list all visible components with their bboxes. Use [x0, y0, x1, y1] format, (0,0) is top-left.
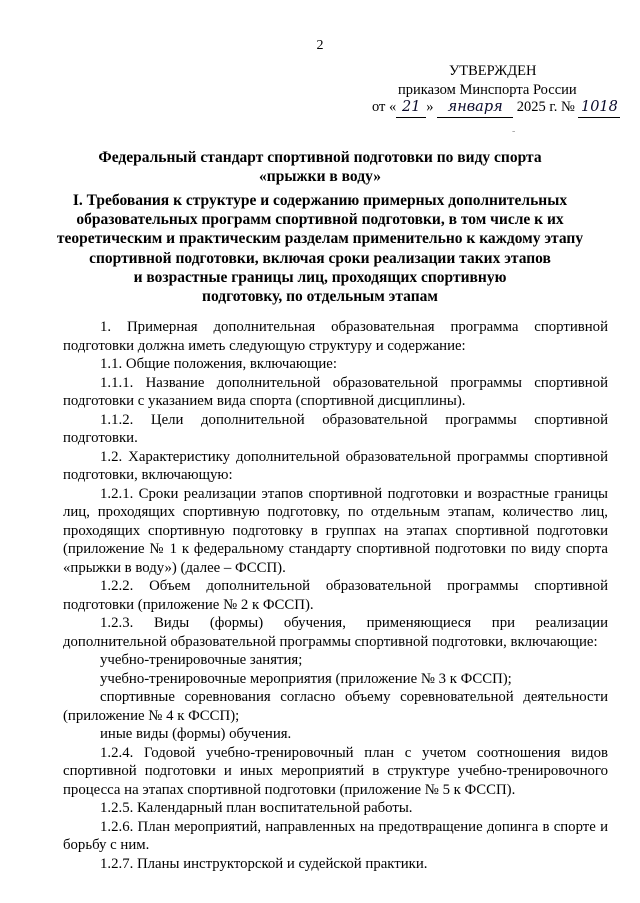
section-heading	[48, 191, 592, 306]
year-text: 2025 г. №	[516, 99, 575, 115]
paragraph: 1.2.3. Виды (формы) обучения, применяющиеся при реализации дополнительной образовательной программы спортивной подготовки, включающие:	[63, 615, 608, 650]
paragraph: 1. Примерная дополнительная образовательная программа спортивной подготовки должна иметь следующую структуру и содержание:	[63, 319, 608, 354]
section-heading-line: и возрастные границы лиц, проходящих спортивную	[133, 268, 507, 286]
paragraph: 1.2.5. Календарный план воспитательной работы.	[100, 800, 413, 816]
section-heading-line: подготовку, по отдельным этапам	[202, 288, 438, 306]
paragraph: 1.2.7. Планы инструкторской и судейской практики.	[100, 855, 428, 872]
handwritten-order-number: 1018	[578, 98, 620, 118]
paragraph: 1.2.6. План мероприятий, направленных на предотвращение допинга в спорте и борьбу с ним.	[63, 818, 608, 853]
date-prefix: от «	[372, 99, 397, 115]
paragraph: 1.1.2. Цели дополнительной образовательной программы спортивной подготовки.	[63, 411, 608, 446]
paragraph: 1.2.4. Годовой учебно-тренировочный план с учетом соотношения видов спортивной подготовки и иных мероприятий в структуре учебно-тренировочного процесса на этапах спортивной подготовки (приложение № 5 к ФССП).	[63, 744, 608, 798]
page-number: 2	[316, 38, 324, 53]
paragraph: учебно-тренировочные мероприятия (приложение № 3 к ФССП);	[100, 670, 512, 687]
paragraph: 1.2.2. Объем дополнительной образовательной программы спортивной подготовки (приложение № 2 к ФССП).	[63, 578, 608, 613]
title-line-2: «прыжки в воду»	[259, 168, 381, 185]
section-heading-line: образовательных программ спортивной подготовки, в том числе к их	[76, 211, 564, 229]
section-heading-line: теоретическим и практическим разделам применительно к каждому этапу	[56, 230, 584, 248]
paragraph: иные виды (формы) обучения.	[100, 726, 292, 742]
section-heading-line: спортивной подготовки, включая сроки реализации таких этапов	[89, 249, 551, 267]
paragraph: 1.2.1. Сроки реализации этапов спортивной подготовки и возрастные границы лиц, проходящих спортивную подготовку, по отдельным этапам, количество лиц, проходящих спортивную подготовку в группах на этапах спортивной подготовки (приложение № 1 к федеральному стандарту спортивной подготовки по виду спорта «прыжки в воду») (далее – ФССП).	[63, 485, 608, 576]
title-line-1: Федеральный стандарт спортивной подготовки по виду спорта	[98, 149, 542, 166]
paragraph: 1.2. Характеристику дополнительной образовательной программы спортивной подготовки, включающую:	[63, 448, 608, 483]
handwritten-month: января	[437, 98, 513, 118]
document-title	[40, 148, 600, 186]
approval-date-line	[372, 98, 620, 118]
date-mid: »	[426, 99, 434, 115]
approval-title: УТВЕРЖДЕН	[449, 63, 537, 79]
paragraph: 1.1. Общие положения, включающие:	[100, 356, 337, 372]
approval-order-line: приказом Минспорта России	[398, 82, 577, 98]
section-heading-line: I. Требования к структуре и содержанию примерных дополнительных	[72, 192, 568, 209]
paragraph: 1.1.1. Название дополнительной образовательной программы спортивной подготовки с указанием вида спорта (спортивной дисциплины).	[63, 374, 608, 409]
scan-mark: -	[512, 126, 516, 137]
paragraph: спортивные соревнования согласно объему соревновательной деятельности (приложение № 4 к ФССП);	[63, 689, 608, 724]
paragraph: учебно-тренировочные занятия;	[100, 652, 303, 668]
handwritten-day: 21	[396, 98, 426, 118]
document-body	[63, 318, 608, 873]
